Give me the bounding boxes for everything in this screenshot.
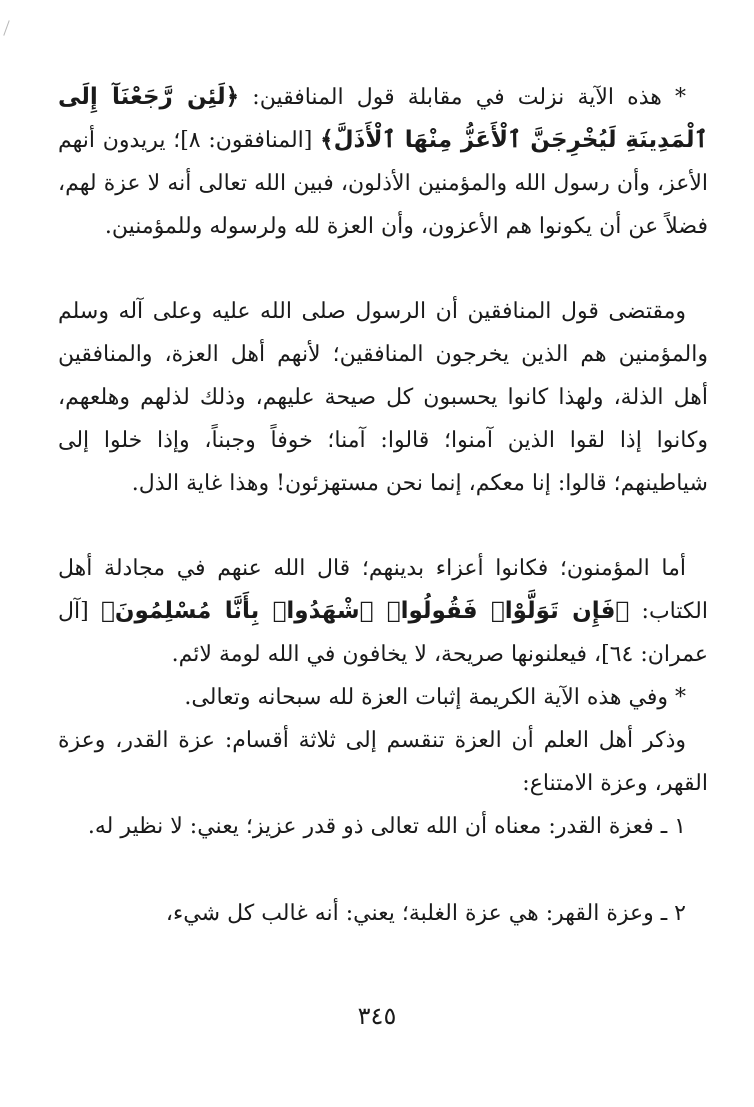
paragraph-text: [المنافقون: ٨]؛ يريدون أنهم الأعز، وأن رسول الله والمؤمنين الأذلون، فبين الله تعالى أنه لا عزة لهم، فضلاً عن أن يكونوا هم الأعزون، وأن العزة لله ولرسوله وللمؤمنين. — [58, 128, 708, 239]
paragraph-text: وذكر أهل العلم أن العزة تنقسم إلى ثلاثة أقسام: عزة القدر، وعزة القهر، وعزة الامتناع: — [58, 728, 708, 796]
paragraph-7 — [58, 892, 708, 935]
paragraph-text: ومقتضى قول المنافقين أن الرسول صلى الله عليه وعلى آله وسلم والمؤمنين هم الذين يخرجون المنافقين؛ لأنهم أهل العزة، والمنافقين أهل الذلة، ولهذا كانوا يحسبون كل صيحة عليهم، وذلك لذلهم وهلعهم، وكانوا إذا لقوا الذين آمنوا؛ قالوا: آمنا؛ خوفاً وجبناً، وإذا خلوا إلى شياطينهم؛ قالوا: إنا معكم، إنما نحن مستهزئون! وهذا غاية الذل. — [58, 299, 708, 496]
paragraph-text: أما المؤمنون؛ فكانوا أعزاء بدينهم؛ قال الله عنهم في مجادلة أهل الكتاب: — [58, 556, 708, 624]
text-block-3 — [58, 547, 708, 676]
text-block-5 — [58, 719, 708, 805]
text-block-2 — [58, 290, 708, 505]
paragraph-text: ٢ ـ وعزة القهر: هي عزة الغلبة؛ يعني: أنه غالب كل شيء، — [165, 901, 686, 926]
quran-quotation: ﴿لَئِن رَّجَعْنَآ إِلَى ٱلْمَدِينَةِ لَيُخْرِجَنَّ ٱلْأَعَزُّ مِنْهَا ٱلْأَذَلَّ﴾ — [58, 84, 708, 153]
paragraph-text: * وفي هذه الآية الكريمة إثبات العزة لله سبحانه وتعالى. — [184, 685, 686, 710]
paragraph-5 — [58, 719, 708, 805]
paragraph-1 — [58, 76, 708, 248]
paragraph-text: [آل عمران: ٦٤]، فيعلنونها صريحة، لا يخافون في الله لومة لائم. — [58, 599, 708, 667]
text-block-4 — [58, 676, 708, 719]
text-block-1 — [58, 76, 708, 248]
paragraph-6 — [58, 805, 708, 848]
page-number: ٣٤٥ — [357, 1002, 397, 1030]
text-block-6 — [58, 805, 708, 848]
paragraph-2 — [58, 290, 708, 505]
paragraph-text: * هذه الآية نزلت في مقابلة قول المنافقين: — [239, 85, 687, 110]
text-block-7 — [58, 892, 708, 935]
scan-mark — [3, 20, 9, 35]
paragraph-4 — [58, 676, 708, 719]
paragraph-3 — [58, 547, 708, 676]
paragraph-text: ١ ـ فعزة القدر: معناه أن الله تعالى ذو قدر عزيز؛ يعني: لا نظير له. — [87, 814, 686, 839]
quran-quotation: ﴿فَإِن تَوَلَّوْا۟ فَقُولُوا۟ ٱشْهَدُوا۟ بِأَنَّا مُسْلِمُونَ﴾ — [101, 598, 630, 624]
